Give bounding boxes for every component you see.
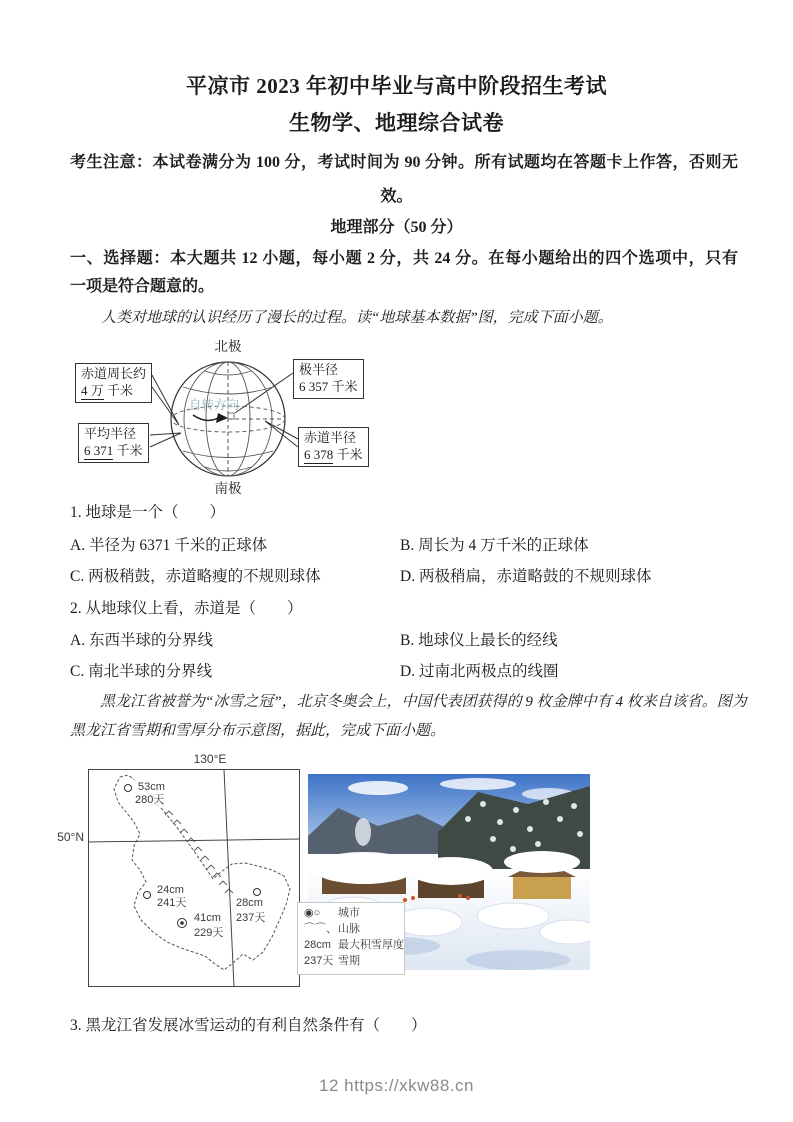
leader-circumference bbox=[152, 375, 179, 425]
label-equatorial-radius: 赤道半径 6 378 千米 bbox=[298, 427, 369, 467]
city-marker-1 bbox=[125, 785, 132, 792]
leader-equatorial-radius bbox=[265, 421, 298, 447]
cabin-3 bbox=[513, 877, 571, 899]
longitude-label: 130°E bbox=[193, 752, 227, 766]
q2-option-d: D. 过南北两极点的线圈 bbox=[400, 663, 559, 680]
page-footer: 12 https://xkw88.cn bbox=[318, 1076, 475, 1095]
part1-heading-line2: 一项是符合题意的。 bbox=[70, 278, 215, 295]
label-equator-circumference: 赤道周长约 4 万 千米 bbox=[75, 363, 152, 403]
south-pole-label: 南极 bbox=[214, 481, 242, 496]
station-4-depth: 28cm bbox=[236, 897, 263, 909]
station-1-period: 280天 bbox=[135, 794, 165, 806]
leader-mean-radius bbox=[150, 433, 181, 447]
question-2-stem: 2. 从地球仪上看，赤道是（ ） bbox=[70, 600, 303, 617]
right-angle-mark bbox=[228, 413, 234, 419]
station-4-period: 237天 bbox=[236, 912, 266, 924]
legend-city-label: 城市 bbox=[338, 907, 360, 919]
q1-option-c: C. 两极稍鼓，赤道略瘦的不规则球体 bbox=[70, 568, 321, 585]
q2-option-b: B. 地球仪上最长的经线 bbox=[400, 632, 558, 649]
page-title-line2: 生物学、地理综合试卷 bbox=[289, 111, 504, 135]
chimney-smoke bbox=[355, 818, 371, 846]
period-symbol: 237天 bbox=[304, 954, 334, 967]
q1-option-a: A. 半径为 6371 千米的正球体 bbox=[70, 537, 268, 554]
q2-option-c: C. 南北半球的分界线 bbox=[70, 663, 213, 680]
north-pole-label: 北极 bbox=[214, 339, 242, 354]
rotation-arrow bbox=[193, 415, 218, 420]
station-2-period: 241天 bbox=[157, 897, 187, 909]
q1-option-b: B. 周长为 4 万千米的正球体 bbox=[400, 537, 589, 554]
rotation-direction-label: 自转方向 bbox=[189, 398, 240, 412]
passage-heilongjiang-line2: 黑龙江省雪期和雪厚分布示意图，据此，完成下面小题。 bbox=[70, 723, 446, 739]
heilongjiang-map bbox=[88, 769, 300, 987]
question-3-stem: 3. 黑龙江省发展冰雪运动的有利自然条件有（ ） bbox=[70, 1017, 427, 1034]
earth-data-figure bbox=[65, 337, 415, 499]
page-title-line1: 平凉市 2023 年初中毕业与高中阶段招生考试 bbox=[186, 74, 607, 98]
section-title: 地理部分（50 分） bbox=[330, 219, 463, 236]
legend-mountain-label: 山脉 bbox=[338, 922, 360, 935]
legend-depth-label: 最大积雪厚度 bbox=[338, 938, 404, 951]
q2-option-a: A. 东西半球的分界线 bbox=[70, 632, 213, 649]
passage-heilongjiang-line1: 黑龙江省被誉为“冰雪之冠”，北京冬奥会上，中国代表团获得的 9 枚金牌中有 4 枚来自该省。图为 bbox=[100, 694, 747, 710]
label-mean-radius: 平均半径 6 371 千米 bbox=[78, 423, 149, 463]
city-marker-2 bbox=[144, 892, 151, 899]
station-3-period: 229天 bbox=[194, 927, 224, 939]
city-marker-4 bbox=[254, 889, 261, 896]
rotation-arrowhead bbox=[216, 413, 228, 423]
map-frame bbox=[89, 770, 300, 987]
latitude-label: 50°N bbox=[57, 830, 84, 844]
mountain-symbol: ⌒⌒、 bbox=[304, 922, 337, 935]
legend-period-label: 雪期 bbox=[338, 954, 360, 967]
question-1-stem: 1. 地球是一个（ ） bbox=[70, 504, 226, 521]
city-symbols: ◉○ bbox=[304, 907, 321, 919]
map-legend bbox=[297, 902, 405, 975]
passage-earth: 人类对地球的认识经历了漫长的过程。读“地球基本数据”图，完成下面小题。 bbox=[101, 310, 613, 326]
station-2-depth: 24cm bbox=[157, 884, 184, 896]
station-3-depth: 41cm bbox=[194, 912, 221, 924]
q1-option-d: D. 两极稍扁，赤道略鼓的不规则球体 bbox=[400, 568, 652, 585]
notice-line2: 效。 bbox=[380, 188, 413, 205]
depth-symbol: 28cm bbox=[304, 938, 331, 951]
label-polar-radius: 极半径 6 357 千米 bbox=[293, 359, 364, 399]
station-1-depth: 53cm bbox=[138, 781, 165, 793]
part1-heading-line1: 一、选择题：本大题共 12 小题，每小题 2 分，共 24 分。在每小题给出的四个选项中，只有 bbox=[70, 250, 738, 267]
notice-line1: 考生注意：本试卷满分为 100 分，考试时间为 90 分钟。所有试题均在答题卡上作答，否则无 bbox=[70, 154, 738, 171]
